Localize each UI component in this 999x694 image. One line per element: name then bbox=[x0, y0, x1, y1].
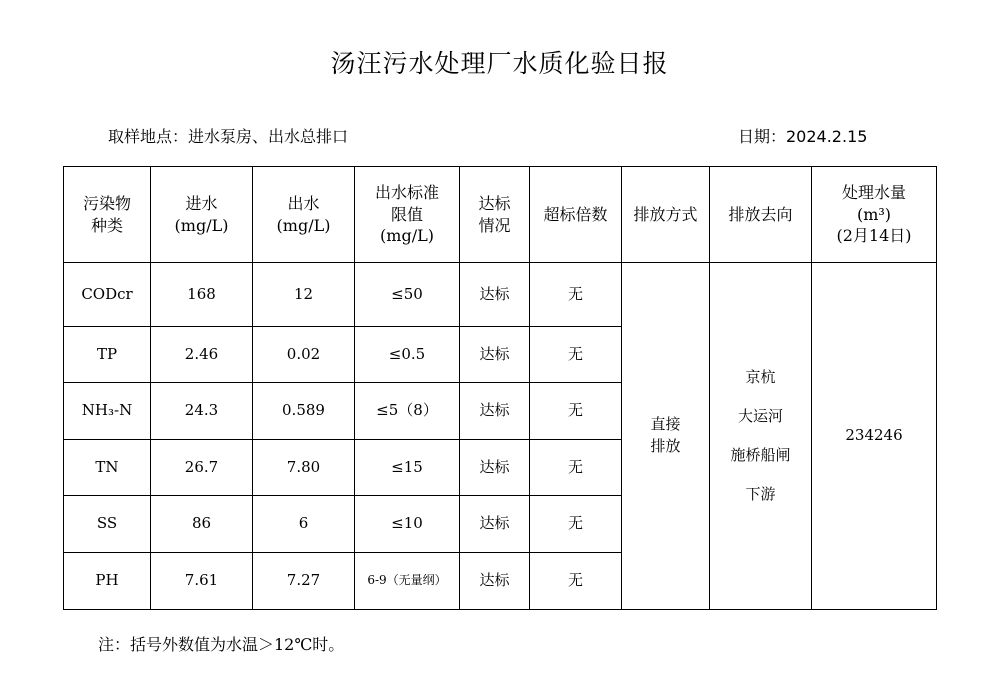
status-cell: 达标 bbox=[460, 496, 530, 553]
effluent-cell: 7.27 bbox=[253, 553, 355, 610]
footnote: 注：括号外数值为水温＞12℃时。 bbox=[98, 635, 345, 654]
report-title: 汤汪污水处理厂水质化验日报 bbox=[330, 49, 669, 78]
influent-cell: 86 bbox=[151, 496, 253, 553]
pollutant-cell: TN bbox=[64, 440, 151, 496]
pollutant-cell: CODcr bbox=[64, 263, 151, 327]
exceed-cell: 无 bbox=[530, 327, 622, 383]
header-pollutant: 污染物 种类 bbox=[64, 167, 151, 263]
effluent-cell: 7.80 bbox=[253, 440, 355, 496]
effluent-cell: 12 bbox=[253, 263, 355, 327]
header-row bbox=[64, 167, 937, 263]
influent-cell: 7.61 bbox=[151, 553, 253, 610]
header-status: 达标 情况 bbox=[460, 167, 530, 263]
header-discharge-method: 排放方式 bbox=[622, 167, 710, 263]
header-influent: 进水 (mg/L) bbox=[151, 167, 253, 263]
influent-cell: 2.46 bbox=[151, 327, 253, 383]
exceed-cell: 无 bbox=[530, 263, 622, 327]
pollutant-cell: PH bbox=[64, 553, 151, 610]
influent-cell: 26.7 bbox=[151, 440, 253, 496]
status-cell: 达标 bbox=[460, 263, 530, 327]
effluent-cell: 0.589 bbox=[253, 383, 355, 440]
exceed-cell: 无 bbox=[530, 496, 622, 553]
pollutant-cell: TP bbox=[64, 327, 151, 383]
header-exceed: 超标倍数 bbox=[530, 167, 622, 263]
limit-cell: ≤50 bbox=[355, 263, 460, 327]
effluent-cell: 6 bbox=[253, 496, 355, 553]
status-cell: 达标 bbox=[460, 553, 530, 610]
exceed-cell: 无 bbox=[530, 383, 622, 440]
header-effluent: 出水 (mg/L) bbox=[253, 167, 355, 263]
pollutant-cell: SS bbox=[64, 496, 151, 553]
limit-cell: ≤0.5 bbox=[355, 327, 460, 383]
limit-cell: ≤10 bbox=[355, 496, 460, 553]
discharge-destination-cell: 京杭 大运河 施桥船闸 下游 bbox=[710, 263, 812, 610]
treated-volume-cell: 234246 bbox=[812, 263, 937, 610]
header-treated-volume: 处理水量 (m³) (2月14日) bbox=[812, 167, 937, 263]
sampling-location: 取样地点：进水泵房、出水总排口 bbox=[108, 127, 349, 146]
table-row bbox=[64, 263, 937, 327]
effluent-cell: 0.02 bbox=[253, 327, 355, 383]
limit-cell: 6-9（无量纲） bbox=[355, 553, 460, 610]
report-date: 日期：2024.2.15 bbox=[738, 127, 868, 146]
discharge-method-cell: 直接 排放 bbox=[622, 263, 710, 610]
influent-cell: 24.3 bbox=[151, 383, 253, 440]
limit-cell: ≤15 bbox=[355, 440, 460, 496]
header-discharge-destination: 排放去向 bbox=[710, 167, 812, 263]
header-limit: 出水标准 限值 (mg/L) bbox=[355, 167, 460, 263]
pollutant-cell: NH₃-N bbox=[64, 383, 151, 440]
exceed-cell: 无 bbox=[530, 440, 622, 496]
influent-cell: 168 bbox=[151, 263, 253, 327]
status-cell: 达标 bbox=[460, 327, 530, 383]
status-cell: 达标 bbox=[460, 440, 530, 496]
water-quality-table bbox=[63, 166, 937, 610]
exceed-cell: 无 bbox=[530, 553, 622, 610]
limit-cell: ≤5（8） bbox=[355, 383, 460, 440]
status-cell: 达标 bbox=[460, 383, 530, 440]
